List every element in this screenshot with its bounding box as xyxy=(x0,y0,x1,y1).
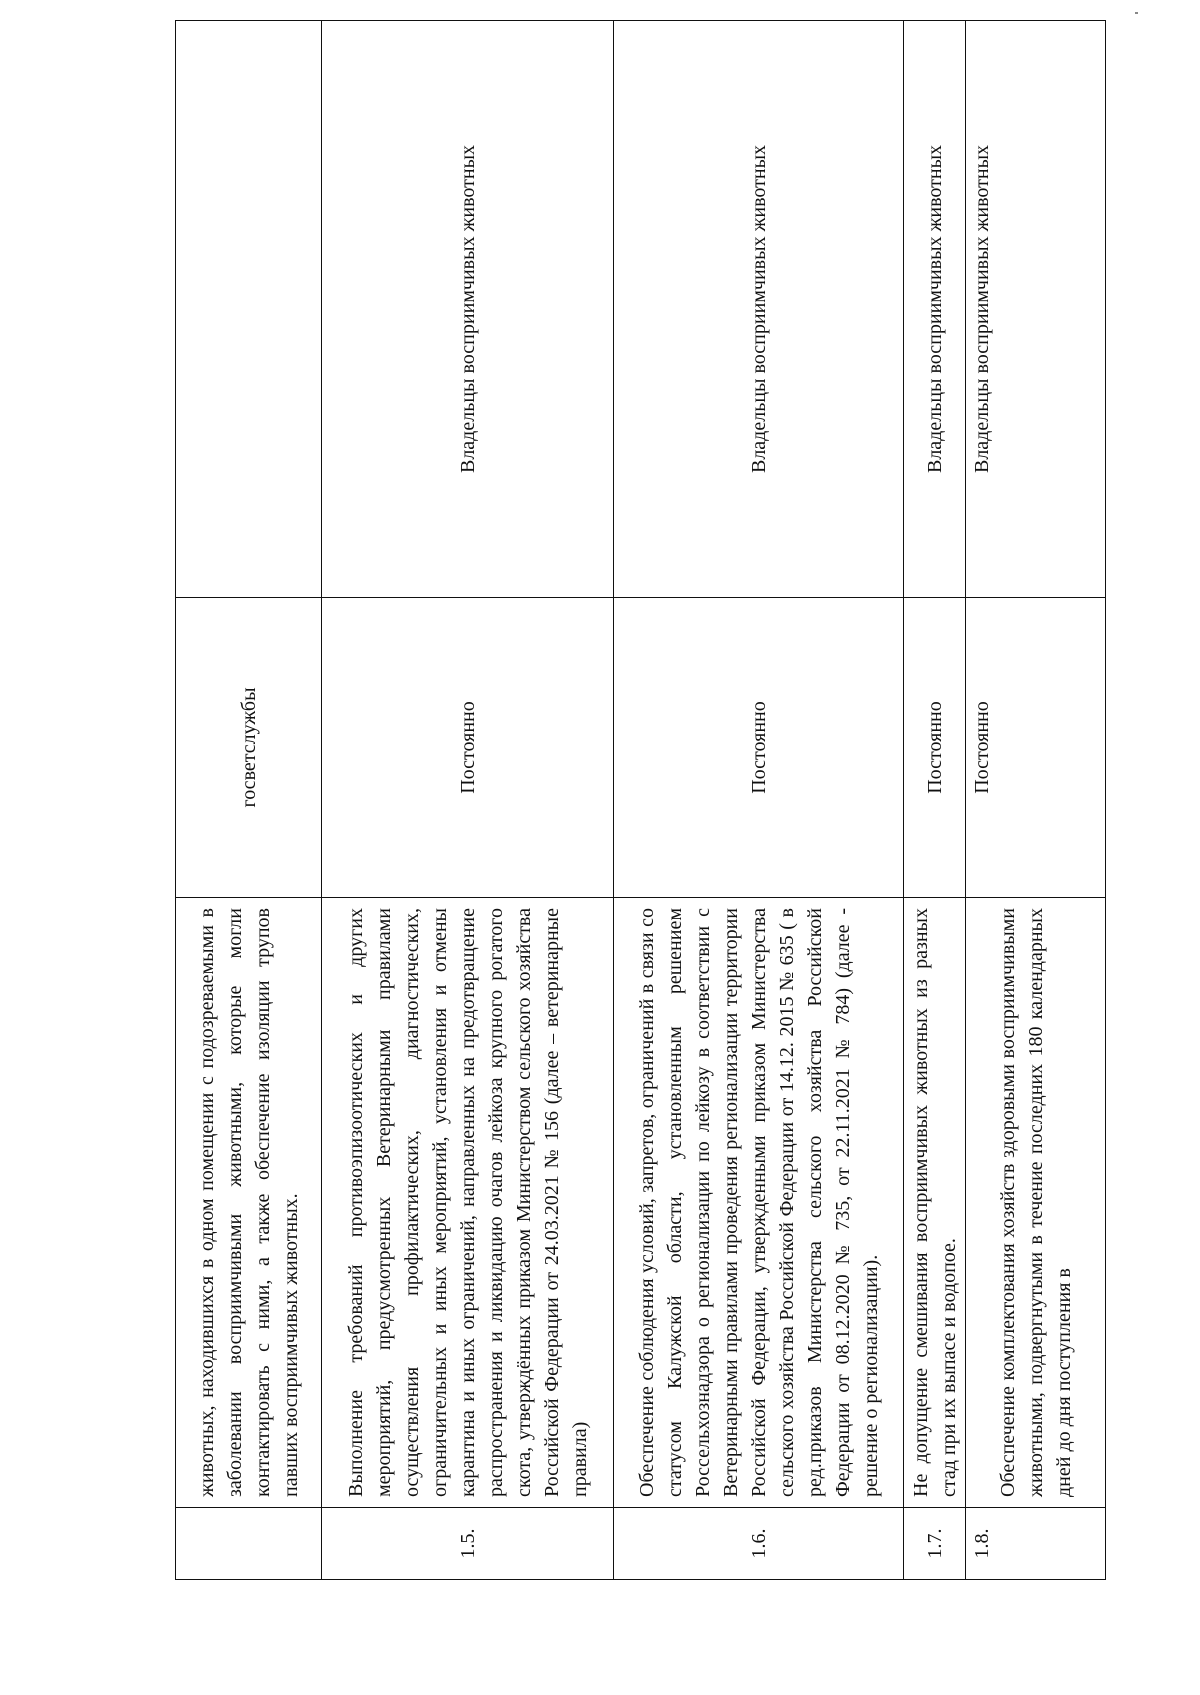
table-row xyxy=(904,21,966,1580)
table-row xyxy=(322,21,614,1580)
row-owner: Владельцы восприимчивых животных xyxy=(614,21,904,598)
row-term: Постоянно xyxy=(614,598,904,898)
row-term: госветслужбы xyxy=(176,598,322,898)
row-term: Постоянно xyxy=(322,598,614,898)
table-row xyxy=(614,21,904,1580)
rotated-table-container xyxy=(175,20,1105,1580)
row-term: Постоянно xyxy=(966,598,1106,898)
table-row xyxy=(176,21,322,1580)
measures-table xyxy=(175,20,1106,1580)
row-number: 1.5. xyxy=(322,1508,614,1580)
row-description: Не допущение смешивания восприимчивых животных из разных стад при их выпасе и водопое. xyxy=(904,898,966,1508)
row-owner: Владельцы восприимчивых животных xyxy=(966,21,1106,598)
row-number xyxy=(176,1508,322,1580)
row-description: Выполнение требований противоэпизоотических и других мероприятий, предусмотренных Ветеринарными правилами осуществления профилактических, диагностических, ограничительных и иных мероприятий, установления и отмены карантина и иных ограничений, направленных на предотвращение распространения и ликвидацию очагов лейкоза крупного рогатого скота, утверждённых приказом Министерством сельского хозяйства Российской Федерации от 24.03.2021 № 156 (далее – ветеринарные правила) xyxy=(322,898,614,1508)
row-number: 1.7. xyxy=(904,1508,966,1580)
row-term: Постоянно xyxy=(904,598,966,898)
scan-speck xyxy=(1135,12,1138,14)
row-description: животных, находившихся в одном помещении с подозреваемыми в заболевании восприимчивыми животными, которые могли контактировать с ними, а также обеспечение изоляции трупов павших восприимчивых животных. xyxy=(176,898,322,1508)
row-description: Обеспечение соблюдения условий, запретов, ограничений в связи со статусом Калужской области, установленным решением Россельхознадзора о регионализации по лейкозу в соответствии с Ветеринарными правилами проведения регионализации территории Российской Федерации, утвержденными приказом Министерства сельского хозяйства Российской Федерации от 14.12. 2015 № 635 ( в ред.приказов Министерства сельского хозяйства Российской Федерации от 08.12.2020 № 735, от 22.11.2021 № 784) (далее - решение о регионализации). xyxy=(614,898,904,1508)
table-rotation-wrapper xyxy=(175,20,1105,1580)
row-number: 1.6. xyxy=(614,1508,904,1580)
row-owner: Владельцы восприимчивых животных xyxy=(322,21,614,598)
row-number: 1.8. xyxy=(966,1508,1106,1580)
row-owner xyxy=(176,21,322,598)
row-owner: Владельцы восприимчивых животных xyxy=(904,21,966,598)
table-row xyxy=(966,21,1106,1580)
row-description: Обеспечение комплектования хозяйств здоровыми восприимчивыми животными, подвергнутыми в течение последних 180 календарных дней до дня поступления в xyxy=(966,898,1106,1508)
